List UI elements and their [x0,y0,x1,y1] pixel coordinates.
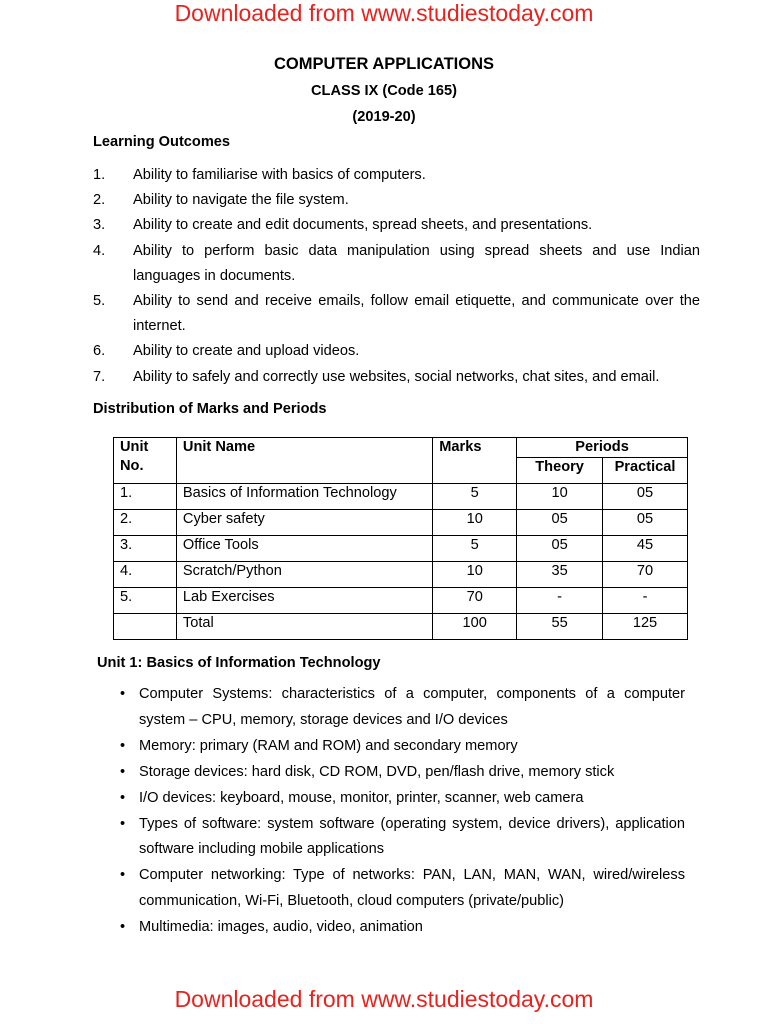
topic-item [120,682,685,734]
topic-item [120,812,685,864]
table-row [114,510,688,536]
topic-text: Multimedia: images, audio, video, animation [139,919,423,936]
cell-unit-no: 1. [114,484,177,510]
topic-text: Computer networking: Type of networks: PAN, LAN, MAN, WAN, wired/wireless communication, Wi-Fi, Bluetooth, cloud computers (private/public) [139,867,685,910]
bullet-icon: • [120,789,126,806]
cell-marks: 5 [433,536,517,562]
cell-unit-no [114,614,177,640]
document-year: (2019-20) [352,109,416,125]
header-theory: Theory [517,458,603,484]
item-number: 5. [93,293,106,310]
item-number: 4. [93,242,106,259]
learning-outcome-item [93,365,700,390]
bullet-icon: • [120,867,126,884]
header-watermark-link[interactable]: Downloaded from www.studiestoday.com [174,0,594,26]
learning-outcome-item [93,289,700,339]
header-unit-no: Unit No. [114,438,177,484]
cell-practical: 05 [603,484,688,510]
table-row [114,562,688,588]
header-periods: Periods [517,438,688,458]
document-subtitle: CLASS IX (Code 165) [311,83,457,99]
cell-practical: 125 [603,614,688,640]
topic-item [120,786,685,812]
table-header-row [114,438,688,458]
cell-marks: 70 [433,588,517,614]
unit1-heading: Unit 1: Basics of Information Technology [97,655,381,671]
bullet-icon: • [120,686,126,702]
cell-theory: - [517,588,603,614]
topic-text: I/O devices: keyboard, mouse, monitor, printer, scanner, web camera [139,789,584,806]
topic-text: Memory: primary (RAM and ROM) and secondary memory [139,737,518,754]
distribution-heading: Distribution of Marks and Periods [93,401,327,417]
learning-outcome-item [93,339,700,364]
item-text: Ability to navigate the file system. [133,192,349,209]
topic-text: Types of software: system software (operating system, device drivers), application software including mobile applications [139,815,685,858]
cell-unit-no: 4. [114,562,177,588]
topic-item [120,863,685,915]
item-text: Ability to create and edit documents, spread sheets, and presentations. [133,217,593,234]
cell-unit-name: Basics of Information Technology [176,484,432,510]
marks-periods-table [113,437,688,640]
item-number: 3. [93,217,106,234]
footer-watermark-link[interactable]: Downloaded from www.studiestoday.com [174,986,594,1012]
topic-item [120,915,685,941]
learning-outcome-item [93,163,700,188]
learning-outcomes-heading: Learning Outcomes [93,134,231,150]
item-text: Ability to create and upload videos. [133,343,360,360]
cell-unit-no: 3. [114,536,177,562]
item-number: 7. [93,368,106,385]
document-title: COMPUTER APPLICATIONS [273,55,494,73]
item-number: 6. [93,343,106,360]
cell-theory: 10 [517,484,603,510]
bullet-icon: • [120,737,126,754]
cell-theory: 35 [517,562,603,588]
learning-outcome-item [93,213,700,238]
cell-practical: - [603,588,688,614]
topic-text: Storage devices: hard disk, CD ROM, DVD, pen/flash drive, memory stick [139,763,615,780]
cell-marks: 100 [433,614,517,640]
cell-marks: 5 [433,484,517,510]
cell-theory: 55 [517,614,603,640]
bullet-icon: • [120,815,126,832]
cell-unit-name: Office Tools [176,536,432,562]
cell-unit-no: 2. [114,510,177,536]
item-number: 1. [93,167,106,183]
cell-marks: 10 [433,510,517,536]
header-marks: Marks [433,438,517,484]
unit1-topic-list [120,682,685,941]
cell-marks: 10 [433,562,517,588]
cell-practical: 05 [603,510,688,536]
cell-practical: 70 [603,562,688,588]
cell-unit-name: Lab Exercises [176,588,432,614]
topic-item [120,760,685,786]
table-row [114,484,688,510]
table-row [114,536,688,562]
cell-unit-name: Scratch/Python [176,562,432,588]
cell-unit-name: Total [176,614,432,640]
header-unit-name: Unit Name [176,438,432,484]
item-number: 2. [93,192,106,209]
topic-item [120,734,685,760]
learning-outcome-item [93,239,700,289]
header-practical: Practical [603,458,688,484]
topic-text: Computer Systems: characteristics of a computer, components of a computer system – CPU, memory, storage devices and I/O devices [139,686,685,728]
table-row [114,588,688,614]
item-text: Ability to safely and correctly use websites, social networks, chat sites, and email. [133,368,660,385]
bullet-icon: • [120,763,126,780]
item-text: Ability to familiarise with basics of computers. [133,167,426,183]
item-text: Ability to perform basic data manipulation using spread sheets and use Indian languages in documents. [133,242,700,284]
table-row [114,614,688,640]
cell-unit-no: 5. [114,588,177,614]
bullet-icon: • [120,919,126,936]
cell-practical: 45 [603,536,688,562]
item-text: Ability to send and receive emails, follow email etiquette, and communicate over the internet. [133,293,700,335]
learning-outcomes-list [93,163,700,390]
learning-outcome-item [93,188,700,213]
cell-theory: 05 [517,536,603,562]
cell-unit-name: Cyber safety [176,510,432,536]
cell-theory: 05 [517,510,603,536]
